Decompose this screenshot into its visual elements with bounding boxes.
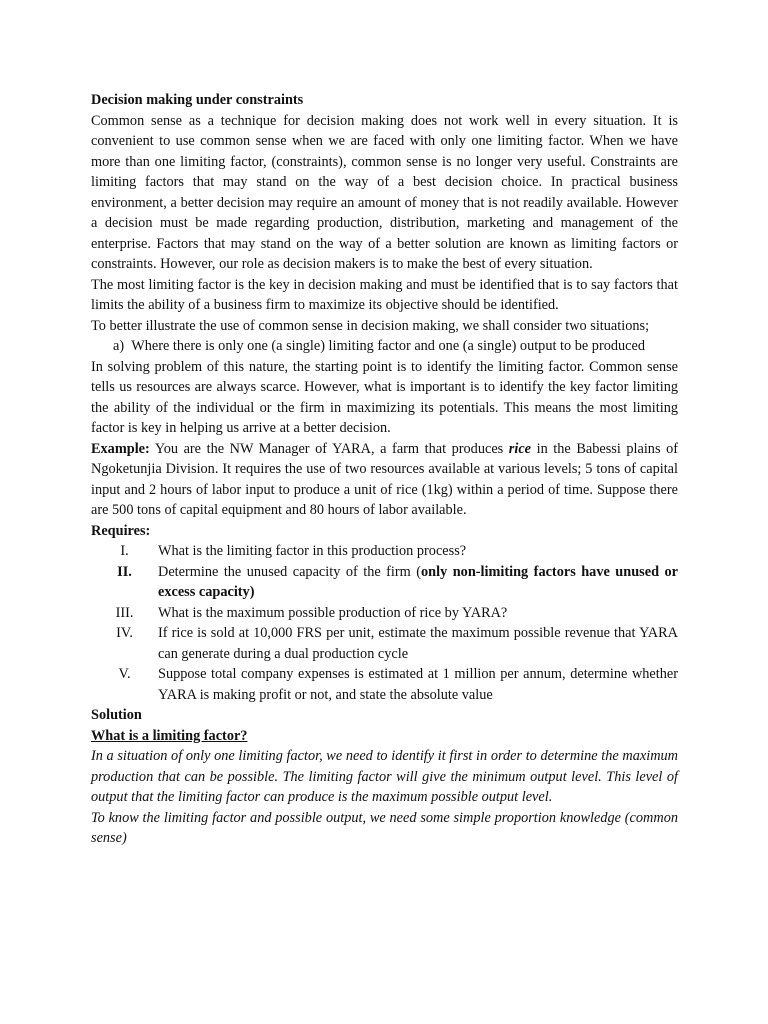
list-item-bold-text: only non-limiting factors have unused or excess capacity)	[158, 563, 678, 600]
illustrate-paragraph: To better illustrate the use of common sense in decision making, we shall consider two situations;	[91, 317, 650, 334]
requires-list	[91, 541, 678, 705]
case-a-item: a) Where there is only one (a single) limiting factor and one (a single) output to be produced	[113, 338, 645, 354]
proportion-paragraph: To know the limiting factor and possible output, we need some simple proportion knowledge (common sense)	[91, 809, 678, 846]
example-text-before: You are the NW Manager of YARA, a farm that produces	[149, 440, 509, 457]
list-item-number: II.	[117, 563, 132, 580]
list-item	[91, 664, 678, 705]
list-item-text: What is the maximum possible production of rice by YARA?	[158, 604, 508, 621]
list-item-number: IV.	[116, 625, 133, 641]
list-item-number: I.	[120, 543, 129, 559]
document-title: Decision making under constraints	[91, 92, 304, 108]
list-item-text	[158, 562, 678, 603]
solution-label: Solution	[91, 707, 142, 723]
list-item-text: Suppose total company expenses is estimated at 1 million per annum, determine whether YARA is making profit or not, and state the absolute value	[158, 666, 678, 703]
requires-label: Requires:	[91, 522, 151, 539]
example-paragraph	[91, 439, 678, 521]
solving-paragraph: In solving problem of this nature, the starting point is to identify the limiting factor. Common sense tells us resources are always scarce. However, what is important is to identify the key factor limiting the ability of the individual or the firm in maximizing its potentials. This means the most limiting factor is key in helping us arrive at a better decision.	[91, 358, 678, 436]
document-page	[91, 90, 678, 849]
list-item-text: If rice is sold at 10,000 FRS per unit, estimate the maximum possible revenue that YARA can generate during a dual production cycle	[158, 625, 678, 662]
intro-paragraph: Common sense as a technique for decision making does not work well in every situation. It is convenient to use common sense when we are faced with only one limiting factor. When we have more than one limiting factor, (constraints), common sense is no longer very useful. Constraints are limiting factors that may stand on the way of a best decision choice. In practical business environment, a better decision may require an amount of money that is not readily available. However a decision must be made regarding production, distribution, marketing and management of the enterprise. Factors that may stand on the way of a better solution are known as limiting factors or constraints. However, our role as decision makers is to make the best of every situation.	[91, 112, 678, 272]
list-item	[91, 541, 678, 562]
limiting-factor-paragraph: In a situation of only one limiting factor, we need to identify it first in order to determine the maximum production that can be possible. The limiting factor will give the minimum output level. This level of output that the limiting factor can produce is the maximum possible output level.	[91, 748, 678, 805]
list-item-number: III.	[115, 604, 134, 621]
list-item	[91, 603, 678, 624]
limiting-factor-heading: What is a limiting factor?	[91, 727, 248, 744]
list-item	[91, 562, 678, 603]
list-item-number: V.	[118, 666, 131, 682]
example-text-after: in the Babessi plains of Ngoketunjia Division. It requires the use of two resources available at various levels; 5 tons of capital input and 2 hours of labor input to produce a unit of rice (1kg) within a period of time. Suppose there are 500 tons of capital equipment and 80 hours of labor available.	[91, 440, 678, 518]
example-label: Example:	[91, 440, 150, 457]
most-limiting-paragraph: The most limiting factor is the key in decision making and must be identified that is to say factors that limits the ability of a business firm to maximize its objective should be identified.	[91, 276, 678, 313]
example-emphasis: rice	[508, 440, 532, 457]
list-item	[91, 623, 678, 664]
list-item-text: What is the limiting factor in this production process?	[158, 543, 467, 559]
list-item-text-before: Determine the unused capacity of the firm (	[158, 563, 422, 580]
